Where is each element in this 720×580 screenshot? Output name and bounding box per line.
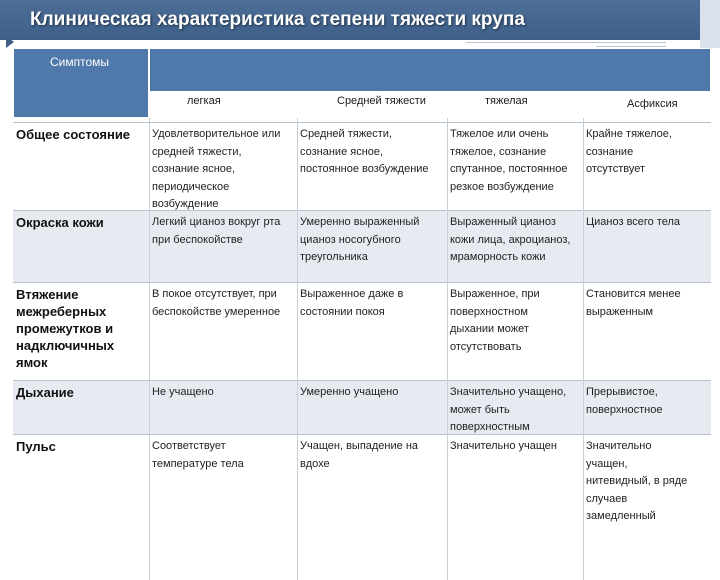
severity-cell — [586, 286, 681, 321]
cell-text-line: поверхностном — [450, 305, 528, 318]
row-skin-color — [13, 210, 711, 283]
cell-text-line: вдохе — [300, 457, 330, 470]
severity-cell — [450, 214, 570, 267]
column-divider — [297, 118, 298, 580]
severity-cell — [152, 286, 280, 321]
severity-cell — [586, 384, 662, 419]
symptom-name — [16, 384, 150, 401]
cell-text-line: может быть — [450, 403, 510, 416]
cell-text-line: Выраженное, при — [450, 288, 540, 300]
row-general-condition — [13, 122, 711, 211]
cell-text-line: Легкий цианоз вокруг рта — [152, 216, 281, 228]
severity-header-severe — [447, 92, 583, 118]
cell-text-line: резкое возбуждение — [450, 180, 554, 193]
cell-text-line: беспокойстве умеренное — [152, 305, 281, 318]
cell-text-line: отсутствовать — [450, 340, 522, 353]
cell-text-line: Выраженный цианоз — [450, 216, 556, 228]
cell-text-line: Выраженное даже в — [300, 288, 404, 300]
cell-text-line: постоянное возбуждение — [300, 163, 429, 175]
cell-text-line: сознание — [586, 145, 634, 158]
cell-text-line: периодическое — [152, 180, 230, 193]
severity-cell — [152, 214, 280, 249]
cell-text-line: поверхностное — [586, 403, 663, 416]
severity-cell — [586, 214, 680, 232]
cell-text-line: нитевидный, в ряде — [586, 475, 688, 487]
cell-text-line: Умеренно выраженный — [300, 216, 420, 228]
severity-cell — [586, 126, 672, 179]
cell-text-line: выраженным — [586, 305, 654, 318]
cell-text-line: тяжелое, сознание — [450, 145, 547, 158]
symptom-name-line: промежутков и — [16, 321, 114, 336]
slide-title: Клиническая характеристика степени тяжести крупа — [30, 9, 525, 30]
decorative-line — [466, 42, 666, 43]
severity-header-mild — [149, 92, 297, 118]
cell-text-line: Значительно — [586, 440, 652, 452]
cell-text-line: Не учащено — [152, 386, 214, 398]
cell-text-line: отсутствует — [586, 163, 646, 175]
severity-cell — [450, 438, 557, 456]
cell-text-line: Становится менее — [586, 288, 681, 300]
cell-text-line: мраморность кожи — [450, 251, 546, 263]
severity-cell — [450, 286, 540, 356]
cell-text-line: учащен, — [586, 457, 628, 470]
symptom-name — [16, 438, 150, 455]
column-divider — [583, 118, 584, 580]
row-breathing — [13, 380, 711, 435]
severity-label: легкая — [187, 95, 221, 107]
decorative-line — [596, 46, 666, 47]
symptom-name-line: Втяжение — [16, 287, 79, 302]
cell-text-line: сознание ясное, — [300, 145, 384, 158]
row-retractions — [13, 282, 711, 381]
header-severity-band — [149, 48, 711, 92]
column-divider — [149, 118, 150, 580]
cell-text-line: кожи лица, акроцианоз, — [450, 233, 571, 246]
cell-text-line: цианоз носогубного — [300, 233, 401, 246]
severity-cell — [300, 438, 418, 473]
severity-cell — [152, 126, 280, 214]
symptom-name-line: Общее состояние — [16, 127, 131, 142]
cell-text-line: треугольника — [300, 251, 368, 263]
cell-text-line: возбуждение — [152, 198, 219, 210]
cell-text-line: Прерывистое, — [586, 386, 658, 398]
cell-text-line: Цианоз всего тела — [586, 216, 681, 228]
cell-text-line: Значительно учащено, — [450, 386, 567, 398]
cell-text-line: Удовлетворительное или — [152, 128, 281, 140]
severity-label: Асфиксия — [627, 98, 678, 110]
column-divider — [447, 118, 448, 580]
cell-text-line: Соответствует — [152, 440, 226, 452]
cell-text-line: Тяжелое или очень — [450, 128, 549, 140]
cell-text-line: замедленный — [586, 510, 656, 522]
header-symptoms-cell — [13, 48, 149, 118]
symptom-name-line: Пульс — [16, 439, 56, 454]
cell-text-line: В покое отсутствует, при — [152, 288, 277, 300]
cell-text-line: Учащен, выпадение на — [300, 440, 419, 452]
row-pulse — [13, 434, 711, 533]
severity-header-asphyxia — [583, 92, 711, 118]
cell-text-line: состоянии покоя — [300, 305, 385, 318]
symptom-name — [16, 126, 150, 143]
severity-label: Средней тяжести — [337, 95, 426, 107]
symptom-name-line: ямок — [16, 355, 48, 370]
symptom-name-line: межреберных — [16, 304, 107, 319]
severity-header-moderate — [297, 92, 447, 118]
cell-text-line: спутанное, постоянное — [450, 163, 568, 175]
cell-text-line: сознание ясное, — [152, 163, 236, 175]
severity-cell — [152, 384, 214, 402]
cell-text-line: Умеренно учащено — [300, 386, 399, 398]
triangle-bullet-icon — [6, 36, 14, 48]
cell-text-line: поверхностным — [450, 421, 530, 433]
cell-text-line: дыхании может — [450, 323, 529, 335]
severity-cell — [300, 384, 398, 402]
cell-text-line: Крайне тяжелое, — [586, 128, 672, 140]
symptom-name-line: Окраска кожи — [16, 215, 104, 230]
symptom-name-line: Дыхание — [16, 385, 74, 400]
severity-cell — [300, 126, 429, 179]
severity-cell — [300, 214, 419, 267]
symptom-name — [16, 214, 150, 231]
cell-text-line: Значительно учащен — [450, 440, 558, 452]
severity-cell — [450, 384, 566, 437]
cell-text-line: Средней тяжести, — [300, 128, 392, 140]
cell-text-line: средней тяжести, — [152, 145, 242, 158]
severity-label: тяжелая — [485, 95, 528, 107]
symptom-name-line: надключичных — [16, 338, 115, 353]
header-symptoms-label: Симптомы — [50, 55, 110, 69]
severity-cell — [586, 438, 687, 526]
cell-text-line: случаев — [586, 492, 628, 505]
corner-decoration — [700, 0, 720, 48]
cell-text-line: температуре тела — [152, 457, 244, 470]
severity-cell — [300, 286, 403, 321]
symptom-name — [16, 286, 150, 371]
severity-cell — [450, 126, 567, 196]
cell-text-line: при беспокойстве — [152, 233, 243, 246]
severity-cell — [152, 438, 244, 473]
